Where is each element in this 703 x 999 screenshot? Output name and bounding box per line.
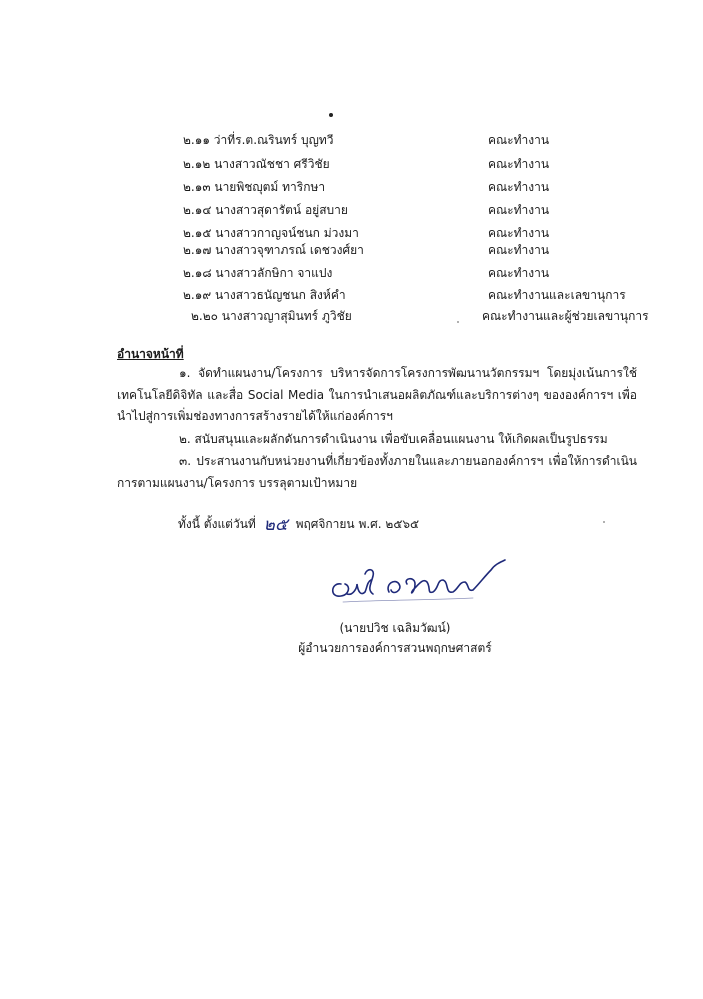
signature-image xyxy=(323,554,523,610)
member-name: ๒.๑๗ นางสาวจุฑาภรณ์ เดชวงศ์ยา xyxy=(183,243,364,257)
member-name: ๒.๑๑ ว่าที่ร.ต.ณรินทร์ บุญทวี xyxy=(183,133,334,147)
duty-item-3: ๓. ประสานงานกับหน่วยงานที่เกี่ยวข้องทั้งภายในและภายนอกองค์การฯ เพื่อให้การดำเนินการตามแผนงาน/โครงการ บรรลุตามเป้าหมาย xyxy=(117,454,637,490)
date-prefix: ทั้งนี้ ตั้งแต่วันที่ xyxy=(178,517,256,531)
member-role: คณะทำงาน xyxy=(488,180,550,194)
member-role: คณะทำงาน xyxy=(488,157,550,171)
member-name: ๒.๑๔ นางสาวสุดารัตน์ อยู่สบาย xyxy=(183,203,348,217)
member-role: คณะทำงาน xyxy=(488,266,550,280)
member-role: คณะทำงานและผู้ช่วยเลขานุการ xyxy=(482,309,649,323)
date-suffix: พฤศจิกายน พ.ศ. ๒๕๖๕ xyxy=(295,517,420,531)
scan-speck xyxy=(603,521,605,523)
member-name: ๒.๒๐ นางสาวญาสุมินทร์ ภูวิชัย xyxy=(191,309,352,323)
effective-date xyxy=(178,513,419,536)
scan-speck xyxy=(457,321,459,323)
date-day-handwritten: ๒๕ xyxy=(263,515,288,535)
member-name: ๒.๑๓ นายพิชญุตม์ ทาริกษา xyxy=(183,180,326,194)
member-name: ๒.๑๕ นางสาวกาญจน์ชนก ม่วงมา xyxy=(183,226,359,240)
page-dot xyxy=(329,113,333,117)
member-role: คณะทำงาน xyxy=(488,243,550,257)
member-role: คณะทำงานและเลขานุการ xyxy=(488,288,626,302)
member-role: คณะทำงาน xyxy=(488,203,550,217)
member-role: คณะทำงาน xyxy=(488,226,550,240)
duties-heading: อำนาจหน้าที่ xyxy=(117,347,184,361)
duty-item-2: ๒. สนับสนุนและผลักดันการดำเนินงาน เพื่อขับเคลื่อนแผนงาน ให้เกิดผลเป็นรูปธรรม xyxy=(179,432,608,446)
member-role: คณะทำงาน xyxy=(488,133,550,147)
duty-item-1: ๑. จัดทำแผนงาน/โครงการ บริหารจัดการโครงการพัฒนานวัตกรรมฯ โดยมุ่งเน้นการใช้เทคโนโลยีดิจิทัล และสื่อ Social Media ในการนำเสนอผลิตภัณฑ์และบริการต่างๆ ขององค์การฯ เพื่อนำไปสู่การเพิ่มช่องทางการสร้างรายได้ให้แก่องค์การฯ xyxy=(117,366,637,423)
signer-name: (นายปวิช เฉลิมวัฒน์) xyxy=(339,621,451,635)
member-name: ๒.๑๙ นางสาวธนัญชนก สิงห์คำ xyxy=(183,288,346,302)
member-name: ๒.๑๘ นางสาวลักษิกา จาแปง xyxy=(183,266,333,280)
member-name: ๒.๑๒ นางสาวณัชชา ศรีวิชัย xyxy=(183,157,330,171)
signer-title: ผู้อำนวยการองค์การสวนพฤกษศาสตร์ xyxy=(298,641,492,655)
